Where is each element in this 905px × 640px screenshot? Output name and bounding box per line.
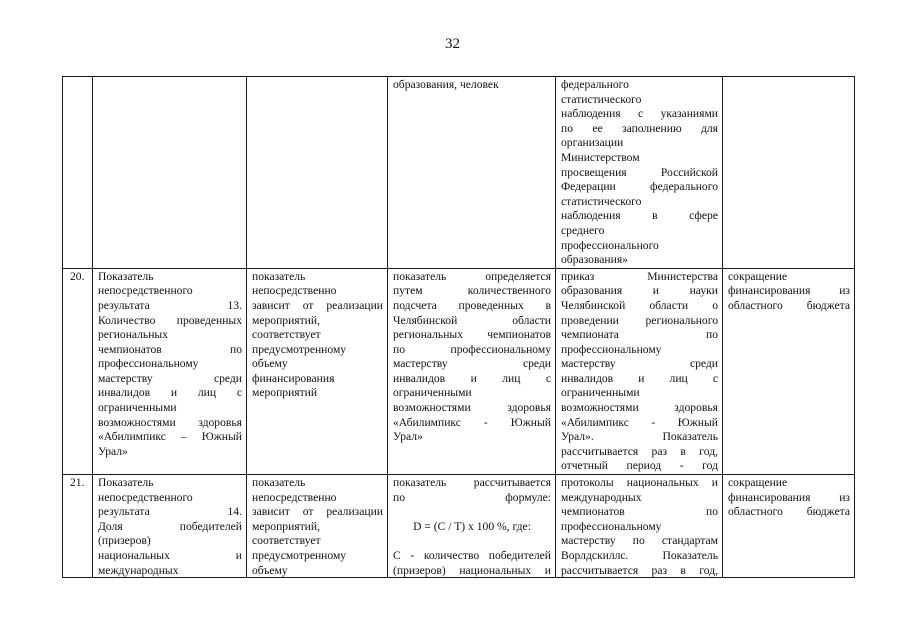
cell-line: по формуле: — [393, 490, 551, 504]
cell-line: финансирования из — [728, 284, 850, 298]
cell-line: наблюдения с указаниями — [561, 107, 718, 121]
cell-line: предусмотренному — [252, 342, 347, 356]
cell-col4 — [388, 77, 556, 269]
cell-line: мастерству среди — [561, 357, 718, 371]
cell-line: мероприятий — [252, 386, 318, 400]
cell-line: федерального — [561, 78, 629, 91]
cell-line: образования» — [561, 253, 628, 267]
cell-line: приказ Министерства — [561, 269, 718, 283]
cell-line: показатель — [252, 269, 306, 283]
cell-line: путем количественного — [393, 284, 551, 298]
cell-line: соответствует — [252, 534, 321, 548]
cell-line: показатель — [252, 476, 306, 490]
cell-line: финансирования — [252, 371, 335, 385]
row-number-cell — [63, 77, 93, 269]
cell-line: (призеров) национальных и — [393, 563, 551, 577]
cell-line: Показатель — [98, 476, 154, 490]
cell-line: Челябинской области о — [561, 298, 718, 312]
cell-line: областного бюджета — [728, 505, 850, 519]
cell-line: «Абилимпикс – Южный — [98, 430, 242, 444]
cell-line: проведении регионального — [561, 313, 718, 327]
cell-line: непосредственно — [252, 490, 337, 504]
cell-line: организации — [561, 136, 624, 150]
cell-line: возможностями здоровья — [98, 415, 242, 429]
cell-line: статистического — [561, 194, 642, 208]
cell-line: профессионального — [561, 238, 659, 252]
cell-line: чемпионатов по — [98, 342, 242, 356]
cell-line: (призеров) — [98, 534, 151, 548]
row-number-cell: 20. — [63, 268, 93, 474]
table-row — [63, 77, 855, 269]
cell-line: Ворлдскиллс. Показатель — [561, 549, 718, 562]
cell-line: отчетный период - год — [561, 459, 718, 473]
cell-line: мастерству среди — [393, 357, 551, 371]
cell-line: образования и науки — [561, 284, 718, 298]
cell-col2 — [93, 77, 247, 269]
cell-line: чемпионатов по — [561, 505, 718, 519]
cell-line: ограниченными — [98, 401, 177, 415]
cell-line: «Абилимпикс - Южный — [561, 415, 718, 429]
cell-line: мастерству среди — [98, 371, 242, 385]
cell-line: по ее заполнению для — [561, 121, 718, 135]
cell-line — [393, 534, 551, 549]
cell-line: рассчитывается раз в год, — [561, 444, 718, 458]
cell-line: возможностями здоровья — [393, 401, 551, 415]
cell-line: сокращение — [728, 476, 788, 490]
cell-line: чемпионата по — [561, 328, 718, 342]
cell-line: сокращение — [728, 269, 788, 283]
cell-line: по профессиональному — [393, 342, 551, 356]
cell-line: наблюдения в сфере — [561, 209, 718, 223]
cell-line: протоколы национальных и — [561, 476, 718, 490]
cell-line: результата 13. — [98, 298, 242, 312]
cell-col6 — [723, 268, 855, 474]
row-number-cell: 21. — [63, 475, 93, 578]
cell-line: Количество проведенных — [98, 313, 242, 327]
page-number: 32 — [445, 36, 460, 52]
cell-col3 — [247, 475, 388, 578]
table-row — [63, 475, 855, 578]
cell-line: объему — [252, 563, 288, 577]
cell-col3 — [247, 268, 388, 474]
cell-col5 — [556, 475, 723, 578]
cell-line: национальных и — [98, 549, 242, 562]
cell-line: инвалидов и лиц с — [98, 386, 242, 400]
cell-col4 — [388, 268, 556, 474]
cell-line: рассчитывается раз в год, — [561, 563, 718, 577]
cell-line: Доля победителей — [98, 519, 242, 533]
cell-line: непосредственного — [98, 490, 193, 504]
cell-line: мастерству по стандартам — [561, 534, 718, 548]
cell-line: D = (C / T) x 100 %, где: — [413, 519, 531, 533]
cell-line: просвещения Российской — [561, 165, 718, 179]
cell-line: Урал». Показатель — [561, 430, 718, 444]
cell-col6 — [723, 475, 855, 578]
cell-col5 — [556, 77, 723, 269]
cell-line: образования, человек — [393, 78, 499, 91]
cell-line: международных — [98, 563, 179, 577]
cell-line: мероприятий, — [252, 313, 320, 327]
cell-line: результата 14. — [98, 505, 242, 519]
cell-col3 — [247, 77, 388, 269]
cell-line: Урал» — [98, 444, 128, 458]
cell-line: непосредственного — [98, 284, 193, 298]
cell-line: финансирования из — [728, 490, 850, 504]
cell-line: Челябинской области — [393, 313, 551, 327]
cell-line: ограниченными — [561, 386, 640, 400]
table-row — [63, 268, 855, 474]
cell-line: Урал» — [393, 430, 423, 444]
cell-line: профессиональному — [561, 519, 662, 533]
cell-line: инвалидов и лиц с — [393, 371, 551, 385]
cell-line: соответствует — [252, 328, 321, 342]
cell-line: зависит от реализации — [252, 505, 383, 519]
cell-line: объему — [252, 357, 288, 371]
cell-line: мероприятий, — [252, 519, 320, 533]
cell-line: областного бюджета — [728, 298, 850, 312]
cell-line: зависит от реализации — [252, 298, 383, 312]
cell-line: региональных — [98, 328, 169, 342]
cell-line: C - количество победителей — [393, 549, 551, 562]
cell-line: показатель рассчитывается — [393, 476, 551, 490]
cell-col5 — [556, 268, 723, 474]
cell-line: Показатель — [98, 269, 154, 283]
cell-line: подсчета проведенных в — [393, 298, 551, 312]
cell-line: возможностями здоровья — [561, 401, 718, 415]
cell-line: региональных чемпионатов — [393, 328, 551, 342]
cell-line: среднего — [561, 223, 605, 237]
cell-line: профессиональному — [561, 342, 662, 356]
cell-line: международных — [561, 490, 642, 504]
indicators-table — [62, 76, 855, 578]
cell-line: Федерации федерального — [561, 180, 718, 194]
cell-line: статистического — [561, 92, 642, 106]
cell-line: «Абилимпикс - Южный — [393, 415, 551, 429]
cell-line: инвалидов и лиц с — [561, 371, 718, 385]
cell-line: профессиональному — [98, 357, 199, 371]
cell-col2 — [93, 475, 247, 578]
cell-line — [393, 505, 551, 520]
cell-line: предусмотренному — [252, 549, 347, 562]
cell-line: ограниченными — [393, 386, 472, 400]
cell-line: Министерством — [561, 150, 640, 164]
cell-col4 — [388, 475, 556, 578]
cell-col6 — [723, 77, 855, 269]
cell-line: показатель определяется — [393, 269, 551, 283]
cell-col2 — [93, 268, 247, 474]
cell-line: непосредственно — [252, 284, 337, 298]
